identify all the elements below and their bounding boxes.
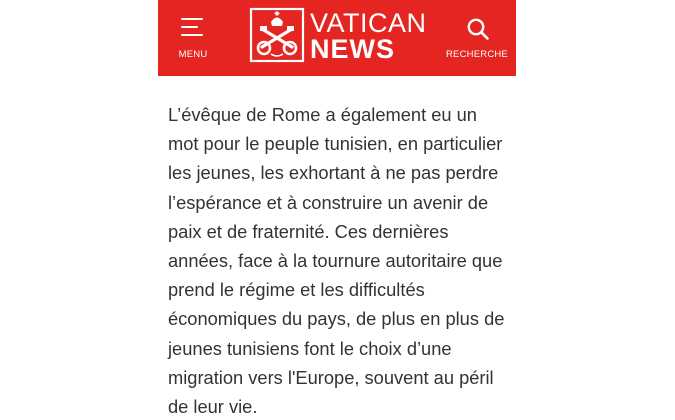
- menu-button[interactable]: [168, 8, 218, 68]
- paragraph-line: paix et de fraternité. Ces dernières: [168, 220, 449, 242]
- paragraph-line: économiques du pays, de plus en plus de: [168, 308, 505, 330]
- site-logo[interactable]: [249, 7, 429, 65]
- search-label: RECHERCHE: [446, 49, 508, 60]
- papal-keys-crest-icon: [249, 7, 305, 63]
- paragraph-line: prend le régime et les difficultés: [168, 279, 425, 301]
- search-button[interactable]: [442, 8, 512, 68]
- search-icon: [466, 17, 490, 41]
- paragraph-line: l’espérance et à construire un avenir de: [168, 191, 489, 213]
- paragraph-line: migration vers l'Europe, souvent au péril: [168, 366, 494, 388]
- hamburger-icon: [181, 18, 205, 38]
- site-header: [158, 0, 516, 76]
- article-paragraph: [168, 100, 518, 420]
- paragraph-line: mot pour le peuple tunisien, en particulier: [168, 133, 503, 155]
- menu-label: MENU: [178, 49, 208, 60]
- paragraph-line: de leur vie.: [168, 395, 258, 417]
- logo-word-vatican: VATICAN: [310, 8, 427, 38]
- paragraph-line: L’évêque de Rome a également eu un: [168, 104, 477, 125]
- logo-word-news: NEWS: [310, 34, 395, 64]
- paragraph-line: jeunes tunisiens font le choix d’une: [168, 337, 452, 359]
- paragraph-line: années, face à la tournure autoritaire que: [168, 249, 503, 271]
- paragraph-line: les jeunes, les exhortant à ne pas perdre: [168, 162, 499, 184]
